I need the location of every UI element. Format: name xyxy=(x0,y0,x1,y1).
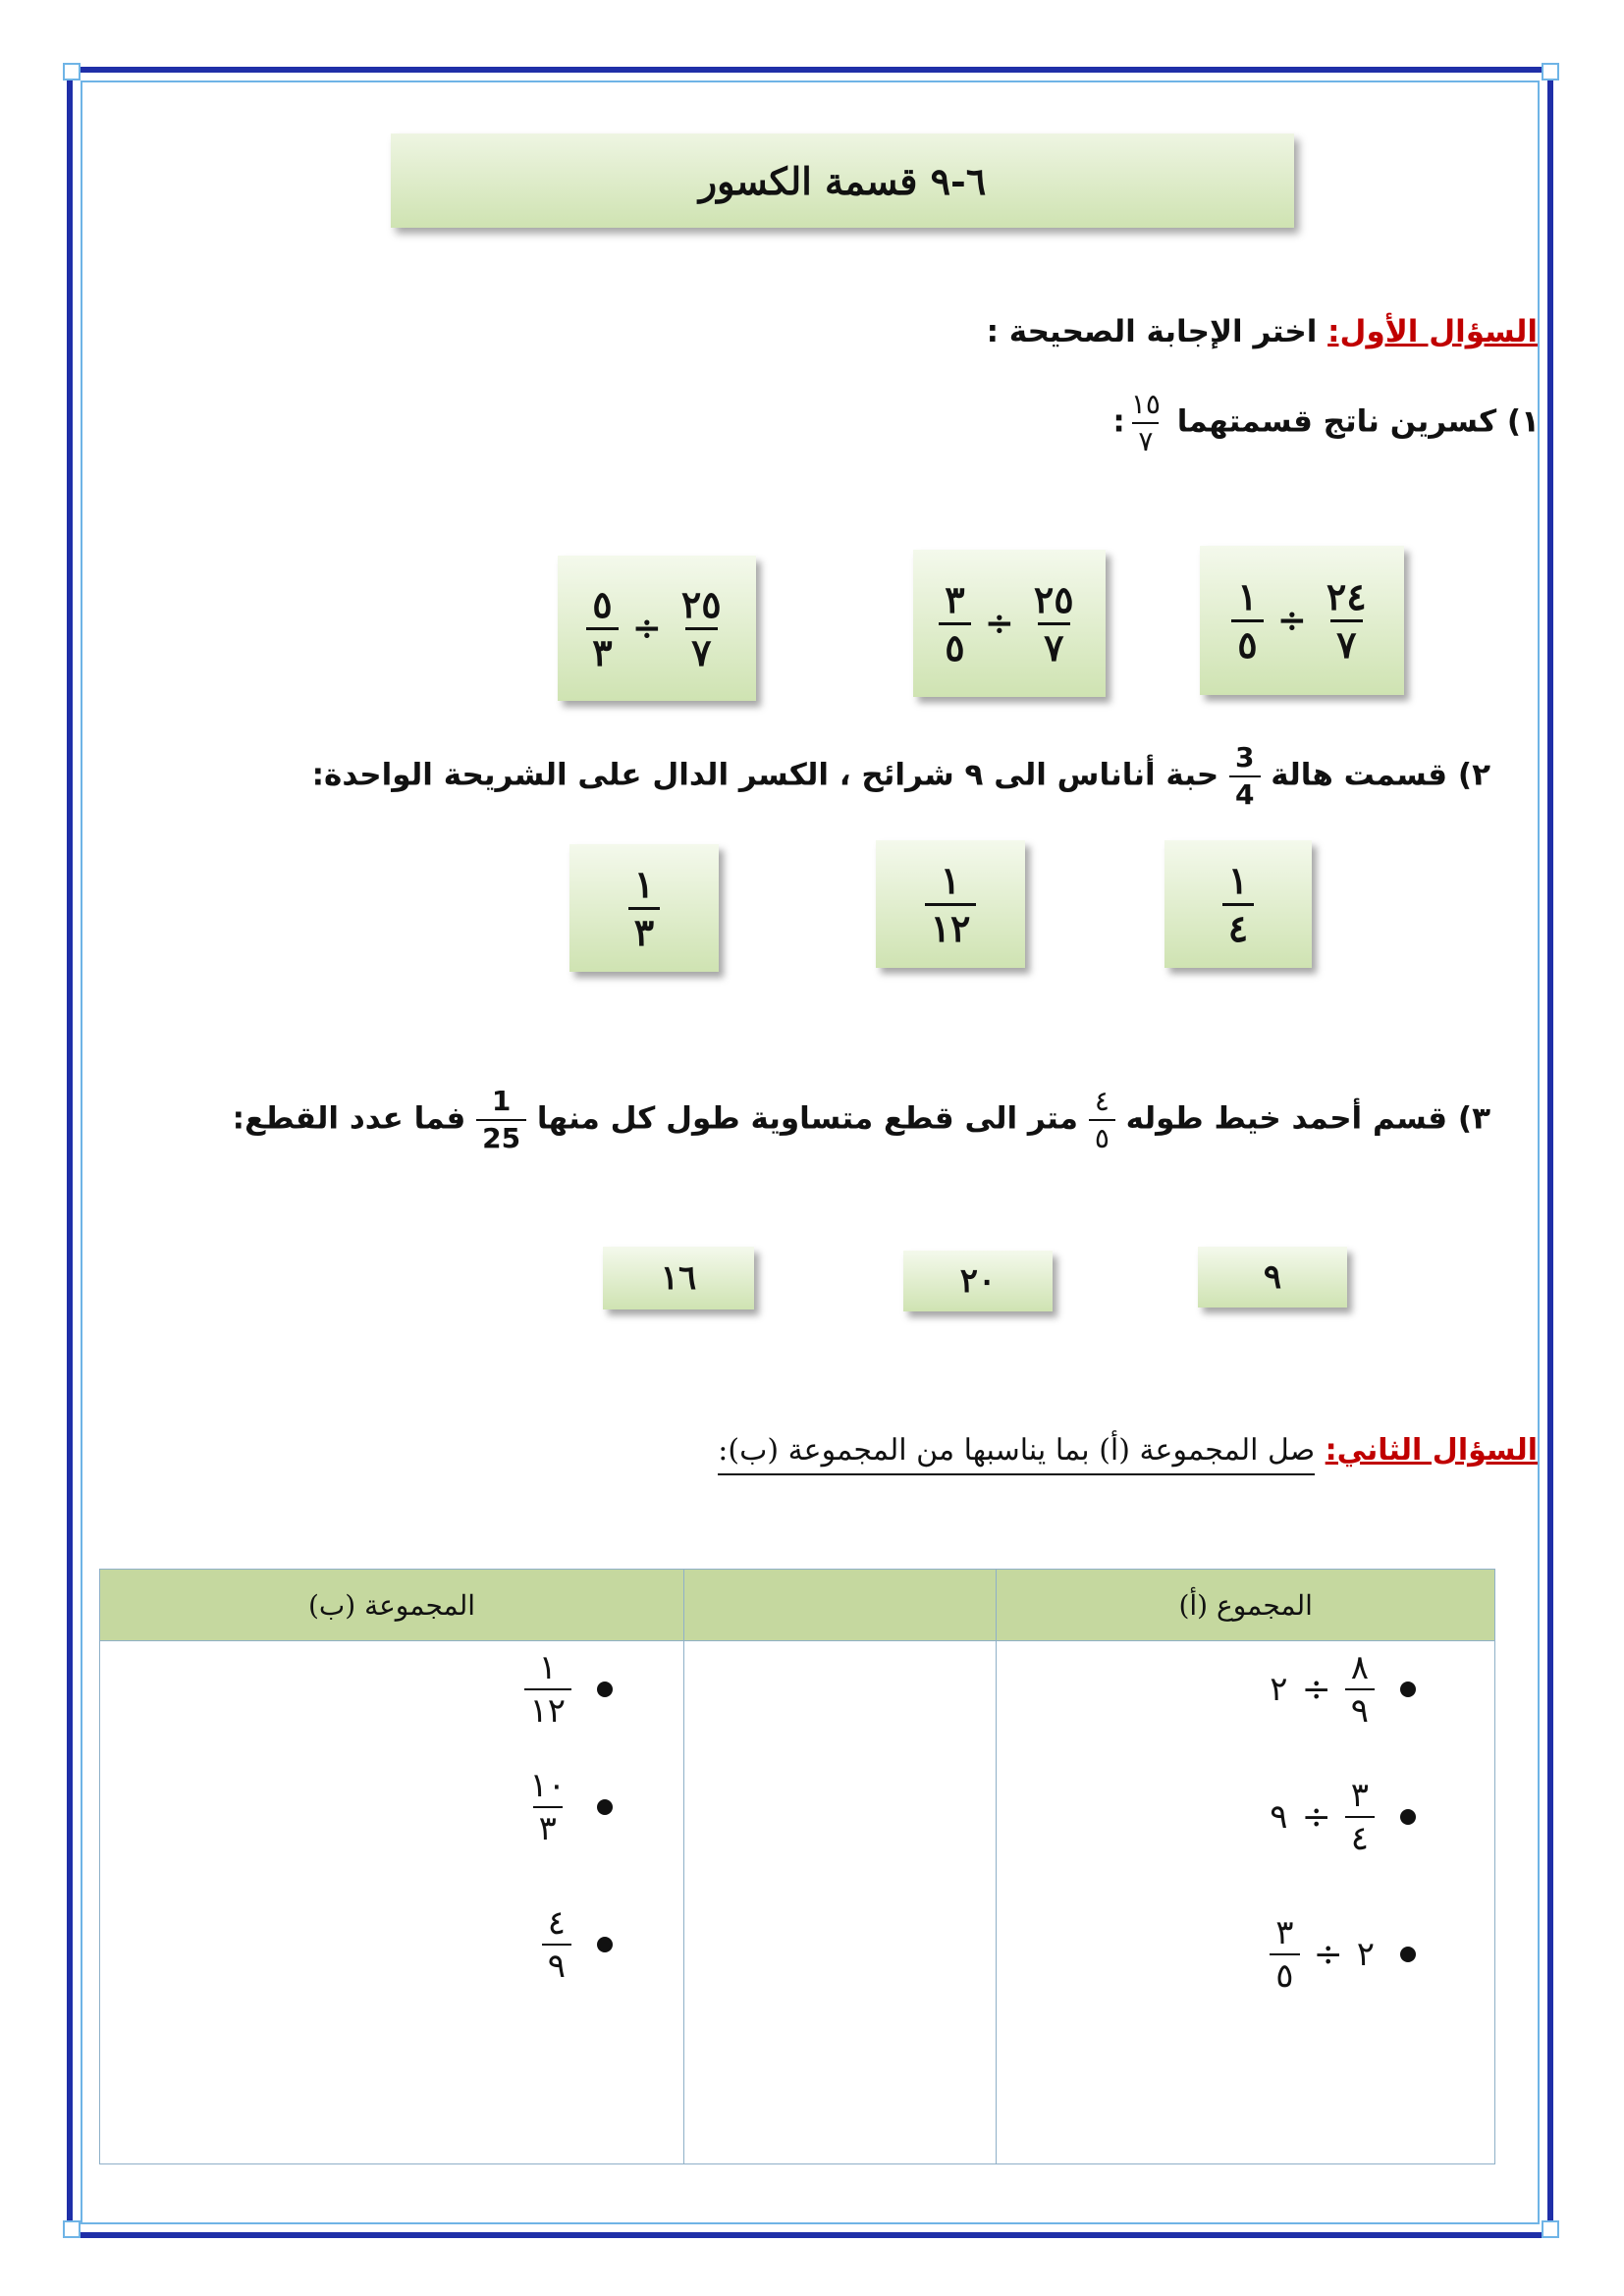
header-middle xyxy=(684,1570,997,1641)
item3-middle: متر الى قطع متساوية طول كل منها xyxy=(536,1100,1079,1137)
question1-heading xyxy=(261,314,1538,349)
fraction: $\frac{٣}{٥}$ xyxy=(1270,1916,1299,1993)
item2-fraction xyxy=(1229,741,1260,811)
fraction: $\frac{١٠}{٣}$ xyxy=(529,1766,567,1848)
item3-suffix: فما عدد القطع: xyxy=(232,1100,466,1137)
item2-fraction-denominator: 4 xyxy=(1229,775,1260,809)
item2-suffix: حبة أناناس الى ٩ شرائح ، الكسر الدال على الشريحة الواحدة: xyxy=(311,757,1219,793)
group-b-item-1[interactable] xyxy=(524,1648,614,1731)
group-a-item-2[interactable] xyxy=(1270,1776,1416,1858)
divide-icon: ÷ xyxy=(1301,1669,1331,1710)
divide-icon: ÷ xyxy=(631,608,662,649)
item3-prefix: ٣) قسم أحمد خيط طوله xyxy=(1125,1100,1490,1137)
item1-option-3[interactable] xyxy=(558,556,756,701)
matching-table xyxy=(99,1569,1495,2164)
item1-option-2[interactable] xyxy=(913,550,1106,697)
option-value: ٢٠ xyxy=(959,1261,997,1301)
option-fraction: $\frac{١}{٤}$ xyxy=(1222,862,1254,947)
option-fraction-a: $\frac{٢٥}{٧}$ xyxy=(1033,576,1074,669)
bullet-icon xyxy=(1400,1682,1416,1697)
frame-corner-ornament xyxy=(63,63,81,80)
middle-cell xyxy=(684,1641,997,2164)
item2-option-2[interactable] xyxy=(876,840,1025,968)
divide-icon: ÷ xyxy=(1313,1934,1343,1975)
question1-instruction: اختر الإجابة الصحيحة : xyxy=(986,314,1318,349)
fraction: $\frac{١}{١٢}$ xyxy=(524,1651,572,1728)
question2-label: السؤال الثاني: xyxy=(1325,1433,1538,1468)
fraction: $\frac{٣}{٤}$ xyxy=(1345,1779,1375,1855)
bullet-icon xyxy=(1400,1947,1416,1962)
group-a-item-1[interactable] xyxy=(1270,1648,1416,1731)
whole-number: ٩ xyxy=(1270,1797,1288,1837)
question2-heading xyxy=(261,1433,1538,1468)
page-title: ٦-٩ قسمة الكسور xyxy=(698,158,987,203)
item2-prefix: ٢) قسمت هالة xyxy=(1271,757,1490,793)
option-fraction-a: $\frac{٢٤}{٧}$ xyxy=(1326,573,1367,667)
table-header-row xyxy=(100,1570,1495,1641)
bullet-icon xyxy=(597,1799,613,1815)
header-group-b: المجموعة (ب) xyxy=(100,1570,684,1641)
item1-suffix: : xyxy=(1112,403,1125,440)
question2-instruction: صل المجموعة (أ) بما يناسبها من المجموعة (ب): xyxy=(718,1433,1315,1475)
item1-option-1[interactable] xyxy=(1200,546,1404,695)
title-box xyxy=(391,133,1294,228)
option-fraction: $\frac{١}{١٢}$ xyxy=(925,862,977,947)
item3-option-3[interactable] xyxy=(603,1247,754,1309)
group-b-cell xyxy=(100,1641,684,2164)
option-fraction-b: $\frac{٣}{٥}$ xyxy=(939,581,970,667)
group-b-item-3[interactable] xyxy=(542,1903,613,1986)
question1-item1 xyxy=(263,388,1540,457)
question1-label: السؤال الأول: xyxy=(1327,314,1538,349)
table-row xyxy=(100,1641,1495,2164)
bullet-icon xyxy=(1400,1809,1416,1825)
question1-item3 xyxy=(214,1085,1490,1154)
whole-number: ٢ xyxy=(1270,1670,1288,1709)
item3-fraction-1: $\frac{٤}{٥}$ xyxy=(1089,1088,1115,1152)
item1-prefix: ١) كسرين ناتج قسمتهما xyxy=(1176,403,1540,440)
item2-fraction-numerator: 3 xyxy=(1235,741,1255,774)
frame-corner-ornament xyxy=(63,2220,81,2238)
item3-fraction-2: $\frac{1}{25}$ xyxy=(476,1088,526,1152)
group-a-cell xyxy=(997,1641,1495,2164)
divide-icon: ÷ xyxy=(1276,600,1307,641)
frame-corner-ornament xyxy=(1542,2220,1559,2238)
item1-fraction-denominator: ٧ xyxy=(1132,422,1159,455)
question1-item2 xyxy=(214,741,1490,811)
frame-corner-ornament xyxy=(1542,63,1559,80)
whole-number: ٢ xyxy=(1356,1935,1375,1974)
option-fraction-a: $\frac{٢٥}{٧}$ xyxy=(680,581,722,674)
divide-icon: ÷ xyxy=(984,603,1014,644)
item2-option-1[interactable] xyxy=(1164,840,1312,968)
group-b-item-2[interactable] xyxy=(524,1766,614,1848)
option-value: ١٦ xyxy=(660,1258,697,1298)
bullet-icon xyxy=(597,1937,613,1952)
divide-icon: ÷ xyxy=(1301,1796,1331,1838)
fraction: $\frac{٤}{٩}$ xyxy=(542,1906,571,1983)
option-fraction: $\frac{١}{٣}$ xyxy=(628,866,660,951)
header-group-a: المجموع (أ) xyxy=(997,1570,1495,1641)
group-a-item-3[interactable] xyxy=(1270,1913,1416,1996)
option-value: ٩ xyxy=(1263,1257,1282,1297)
item1-fraction-numerator: ١٥ xyxy=(1130,388,1161,420)
item3-option-1[interactable] xyxy=(1198,1247,1347,1308)
bullet-icon xyxy=(597,1682,613,1697)
item3-option-2[interactable] xyxy=(903,1251,1053,1311)
fraction: $\frac{٨}{٩}$ xyxy=(1345,1651,1375,1728)
option-fraction-b: $\frac{١}{٥}$ xyxy=(1231,578,1263,664)
item1-fraction xyxy=(1125,388,1166,457)
option-fraction-b: $\frac{٥}{٣}$ xyxy=(586,586,618,671)
item2-option-3[interactable] xyxy=(569,844,719,972)
